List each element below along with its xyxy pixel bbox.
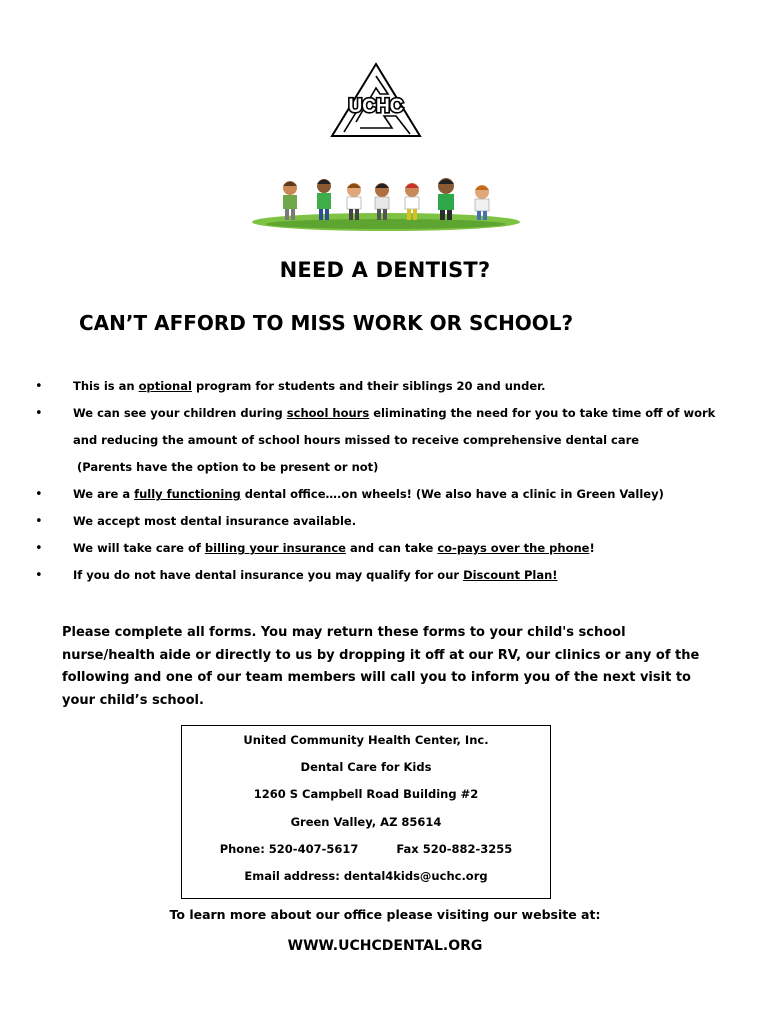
phone-fax-line	[182, 836, 550, 863]
kids-clipart-image	[250, 174, 522, 236]
fax-number: Fax 520-882-3255	[396, 841, 513, 856]
bullet-emphasis: school hours	[286, 406, 370, 420]
list-item	[35, 400, 755, 481]
bullet-text: We will take care of	[73, 541, 205, 555]
info-bullet-list	[35, 373, 755, 589]
list-item	[35, 481, 755, 508]
bullet-text: If you do not have dental insurance you may qualify for our	[73, 568, 464, 582]
bullet-text: We can see your children during	[73, 406, 287, 420]
website-url: WWW.UCHCDENTAL.ORG	[287, 938, 483, 954]
bullet-text: We accept most dental insurance available.	[73, 514, 357, 528]
learn-more-text: To learn more about our office please visiting our website at:	[169, 907, 601, 922]
email-address: Email address: dental4kids@uchc.org	[244, 869, 488, 884]
list-item	[35, 508, 755, 535]
bullet-text: We are a	[73, 487, 135, 501]
headline: NEED A DENTIST?	[279, 258, 491, 282]
bullet-emphasis: billing your insurance	[204, 541, 346, 555]
bullet-text: dental office….on wheels! (We also have a clinic in Green Valley)	[240, 487, 664, 501]
list-item	[35, 535, 755, 562]
bullet-text: and can take	[345, 541, 438, 555]
instructions-paragraph: Please complete all forms. You may return these forms to your child's school nurse/health aide or directly to us by dropping it off at our RV, our clinics or any of the following and one of our team members will call you to inform you of the next visit to your child’s school.	[62, 625, 700, 708]
program-name: Dental Care for Kids	[300, 760, 432, 775]
bullet-note: (Parents have the option to be present or not)	[77, 460, 379, 474]
bullet-text: eliminating the need for you to take time off of work	[369, 406, 716, 420]
org-name: United Community Health Center, Inc.	[243, 733, 489, 747]
list-item	[35, 562, 755, 589]
logo-text: UCHC	[348, 96, 404, 117]
phone-number: Phone: 520-407-5617	[219, 841, 359, 856]
uchc-logo	[330, 62, 422, 140]
address-line-1: 1260 S Campbell Road Building #2	[253, 787, 479, 802]
bullet-text: program for students and their siblings 20 and under.	[191, 379, 546, 393]
bullet-emphasis: optional	[138, 379, 192, 393]
bullet-text: This is an	[73, 379, 139, 393]
bullet-emphasis: Discount Plan!	[463, 568, 558, 582]
bullet-text: !	[589, 541, 595, 555]
address-line-2: Green Valley, AZ 85614	[290, 814, 442, 829]
bullet-emphasis: co-pays over the phone	[437, 541, 590, 555]
contact-info-box	[181, 725, 551, 899]
subheadline: CAN’T AFFORD TO MISS WORK OR SCHOOL?	[79, 311, 574, 335]
bullet-continuation: and reducing the amount of school hours missed to receive comprehensive dental care	[73, 433, 640, 447]
bullet-emphasis: fully functioning	[134, 487, 241, 501]
list-item	[35, 373, 755, 400]
